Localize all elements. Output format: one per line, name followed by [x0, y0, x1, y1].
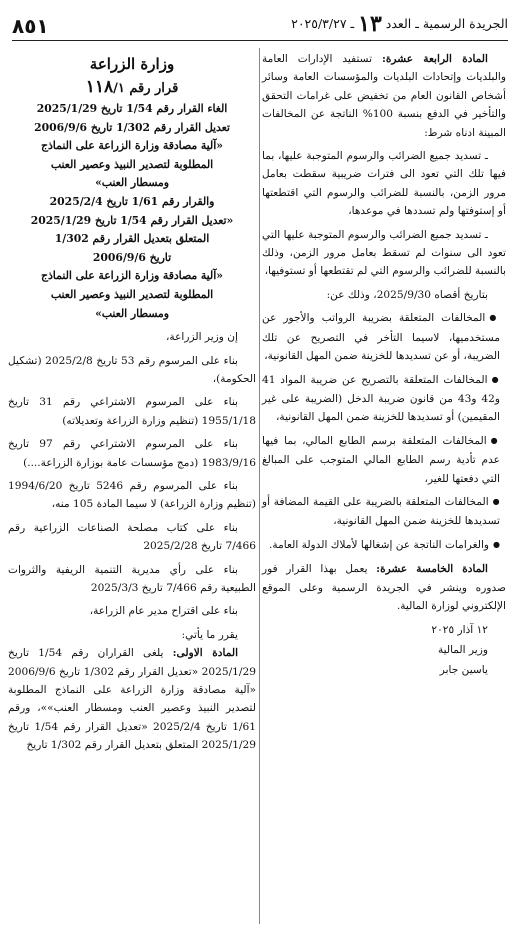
ministry-heading: وزارة الزراعة [89, 55, 175, 73]
condition-2: ـ تسديد جميع الضرائب والرسوم المتوجبة عليها التي تعود الى سنوات لم تسقط بعامل مرور الزمن، وذلك بالنسبة للضرائب والرسوم التي لم تقتطعها أو تستوفيها، [262, 228, 506, 278]
decides-heading: يقرر ما يأتي: [181, 628, 238, 641]
issue-number: ١٣ [358, 11, 382, 37]
decision-title-line: «آلية مصادقة وزارة الزراعة على النماذج [41, 269, 223, 283]
decision-title-line: الغاء القرار رقم 1/54 تاريخ 2025/1/29 [36, 102, 228, 115]
page-number: ٨٥١ [12, 14, 49, 38]
decision-number [8, 76, 256, 100]
article-label: المادة الخامسة عشرة: [376, 563, 488, 576]
recital: بناء على المرسوم رقم 5246 تاريخ 1994/6/20 (تنظيم وزارة الزراعة) لا سيما المادة 105 منه، [8, 479, 256, 511]
recital: بناء على المرسوم الاشتراعي رقم 97 تاريخ 1983/9/16 (دمج مؤسسات عامة بوزارة الزراعة....) [8, 438, 256, 469]
recital: بناء على كتاب مصلحة الصناعات الزراعية رقم 7/466 تاريخ 2025/2/28 [8, 521, 256, 553]
decision-title-line: تعديل القرار رقم 1/302 تاريخ 2006/9/6 [34, 120, 230, 134]
list-item: ● المخالفات المتعلقة برسم الطابع المالي، بما فيها عدم تأدية رسم الطابع المالي المتوجب على المبالغ التي دفعتها للغير، [262, 432, 506, 488]
decision-title-line: تاريخ 2006/9/6 [92, 250, 172, 264]
recital: بناء على المرسوم الاشتراعي رقم 31 تاريخ 1955/1/18 (تنظيم وزارة الزراعة وتعديلاته) [8, 396, 256, 427]
list-item: ● المخالفات المتعلقة بالضريبة على القيمة المضافة أو تسديدها للخزينة ضمن المهل القانونية، [262, 493, 506, 531]
page-header [12, 11, 508, 41]
article-15 [262, 560, 506, 615]
signature-name: ياسين جابر [439, 664, 488, 677]
deadline: بتاريخ أقصاه 2025/9/30، وذلك عن: [326, 288, 488, 301]
article-text: تستفيد الإدارات العامة والبلديات وإتحادات البلديات والمؤسسات العامة وسائر أشخاص القانون العام من تخفيض على غرامات التحقق والتأخير في الدفع بنسبة 100% الناتجة عن المخالفات المبينة ادناه شرط: [262, 53, 507, 139]
recital: بناء على المرسوم رقم 53 تاريخ 2025/2/8 (تشكيل الحكومة)، [8, 354, 256, 385]
decision-title-line: ومسطار العنب» [95, 176, 169, 190]
signature-title: وزير المالية [437, 644, 488, 657]
decision-title-line: والقرار رقم 1/61 تاريخ 2025/2/4 [49, 194, 215, 208]
decision-title-line: المطلوبة لتصدير النبيذ وعصير العنب [50, 287, 214, 301]
decision-suffix: /١ [113, 81, 125, 96]
article-1 [8, 644, 256, 754]
decision-title-line: ومسطار العنب» [95, 306, 169, 320]
signature-date: ١٢ آذار ٢٠٢٥ [431, 624, 488, 637]
decision-title-line: «آلية مصادقة وزارة الزراعة على النماذج [41, 139, 223, 153]
article-14 [262, 50, 506, 142]
article-label: المادة الرابعة عشرة: [381, 53, 488, 65]
issue-date: ـ ٢٠٢٥/٣/٢٧ [291, 16, 355, 31]
recital: بناء على اقتراح مدير عام الزراعة، [89, 605, 238, 618]
decision-prefix: قرار رقم [129, 81, 179, 96]
decision-title-line: المطلوبة لتصدير النبيذ وعصير العنب [50, 157, 214, 171]
list-item: ● المخالفات المتعلقة بالتصريح عن ضريبة المواد 41 و42 و43 من قانون ضريبة الدخل (الضريبة على غير المقيمين) أو تسديدها للخزينة ضمن المهل القانونية، [262, 371, 506, 427]
article-text: يعمل بهذا القرار فور صدوره وينشر في الجريدة الرسمية وعلى الموقع الإلكتروني لوزارة المالية. [262, 563, 506, 612]
left-column [8, 50, 256, 755]
right-column [262, 50, 506, 680]
list-item: ● المخالفات المتعلقة بضريبة الرواتب والأجور عن مستخدميها، لاسيما التأخر في التصريح عن تلك الضريبة، أو عن تسديدها للخزينة ضمن المهل القانونية، [262, 309, 506, 365]
decision-title-line: المتعلق بتعديل القرار رقم 1/302 [54, 232, 210, 246]
decision-no-value: ١١٨ [85, 77, 114, 97]
gazette-name: الجريدة الرسمية ـ العدد [385, 16, 508, 31]
article-text: يلغى القراران رقم 1/54 تاريخ 2025/1/29 «تعديل القرار رقم 1/302 تاريخ 2006/9/6 «آلية مصادقة وزارة الزراعة على النماذج المطلوبة لتصدير النبيذ وعصير العنب ومسطار العنب»»، ورقم 1/61 تاريخ 2025/2/4 «تعديل القرار رقم 1/54 تاريخ 2025/1/29 المتعلق بتعديل القرار رقم 1/302 تاريخ [8, 647, 256, 752]
article-label: المادة الاولى: [172, 647, 239, 660]
decree-intro: إن وزير الزراعة، [166, 331, 238, 344]
list-item: ● والغرامات الناتجة عن إشغالها لأملاك الدولة العامة. [262, 536, 506, 555]
condition-1: ـ تسديد جميع الضرائب والرسوم المتوجبة عليها، بما فيها تلك التي تعود الى فترات ضريبية سقطت بعامل مرور الزمن، بالنسبة للضرائب والرسوم التي اقتطعتها أو إستوفتها ولم تسددها في موعدها، [262, 150, 506, 218]
decision-title-line: «تعديل القرار رقم 1/54 تاريخ 2025/1/29 [30, 213, 234, 227]
recital: بناء على رأي مديرية التنمية الريفية والثروات الطبيعية رقم 7/466 تاريخ 2025/3/3 [8, 563, 256, 594]
gazette-title [291, 11, 508, 40]
column-divider [259, 48, 260, 924]
